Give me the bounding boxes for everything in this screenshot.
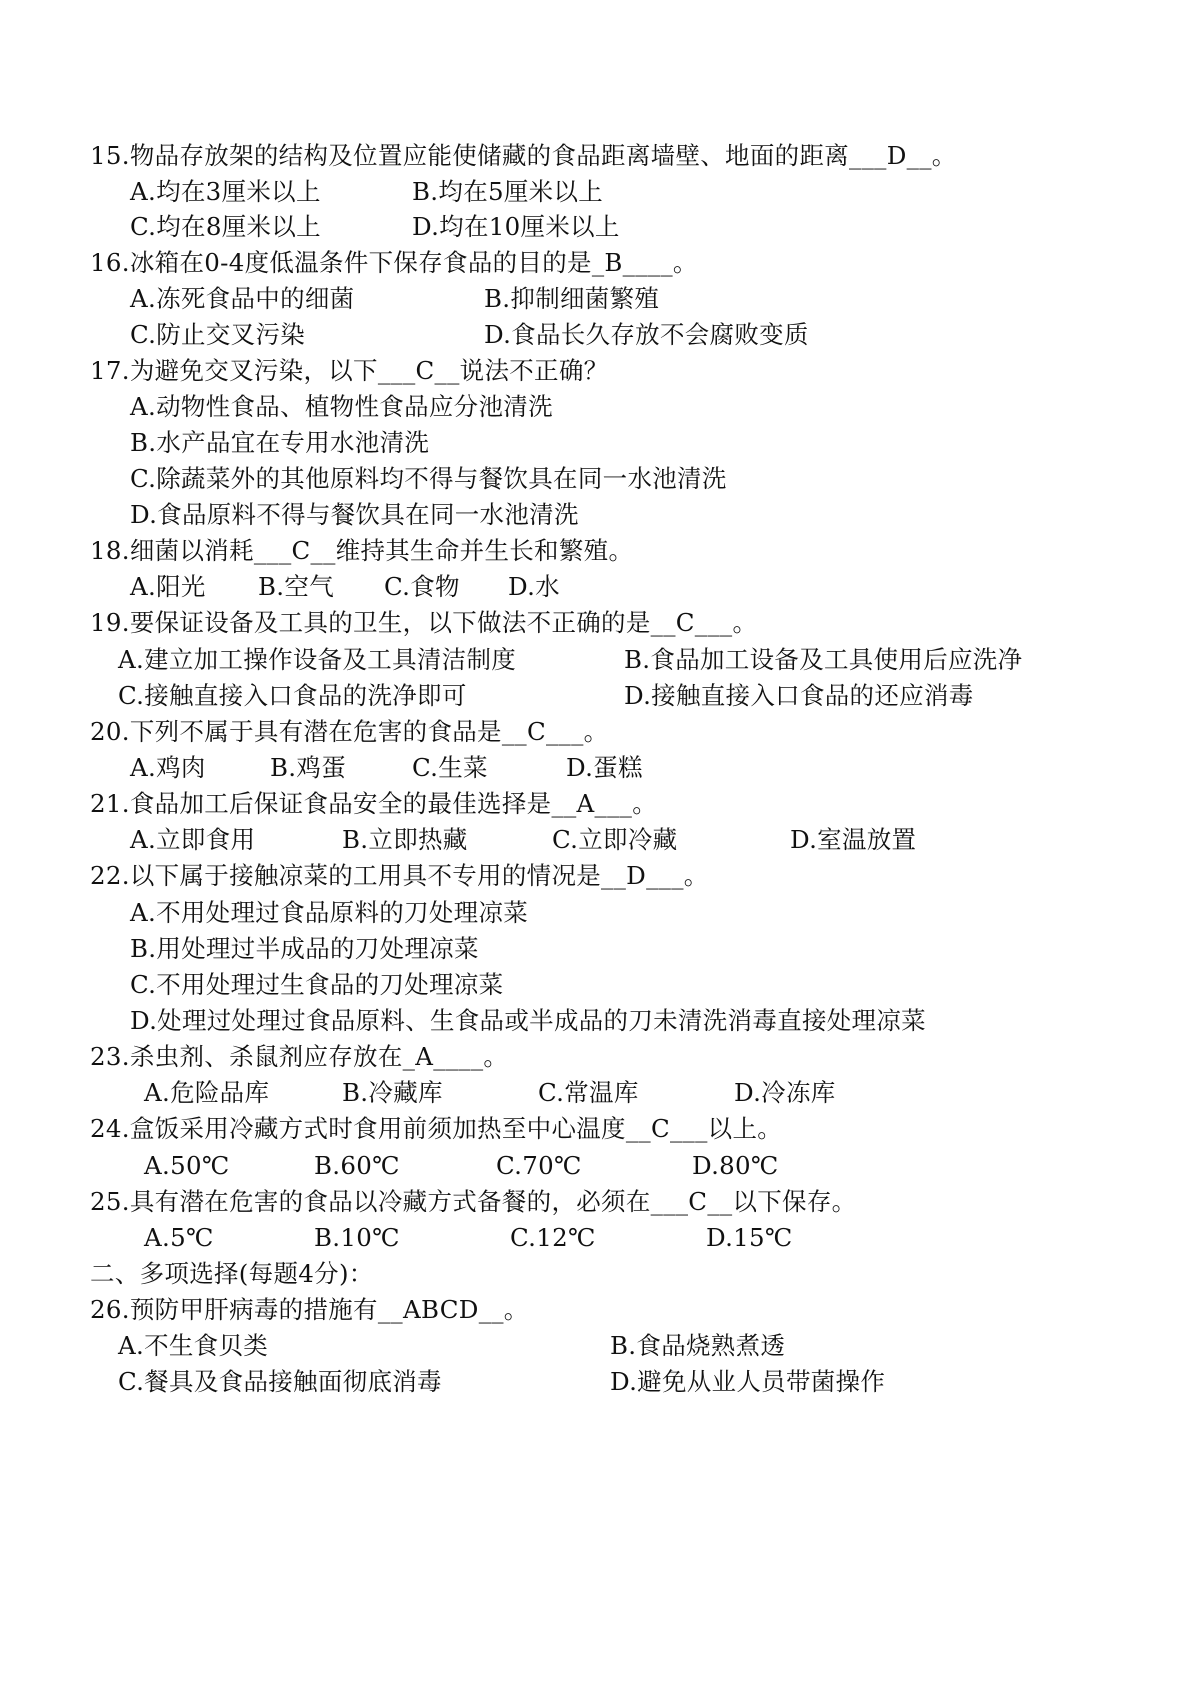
option-d: D.室温放置 (790, 825, 917, 854)
question-stem: 17.为避免交叉污染，以下___C__说法不正确？ (90, 356, 609, 385)
question-stem: 25.具有潜在危害的食品以冷藏方式备餐的，必须在___C__以下保存。 (90, 1187, 857, 1216)
option-b: B.空气 (258, 572, 334, 601)
question-stem: 24.盒饭采用冷藏方式时食用前须加热至中心温度__C___以上。 (90, 1114, 783, 1143)
question-stem: 23.杀虫剂、杀鼠剂应存放在_A____。 (90, 1042, 509, 1071)
option-b: B.鸡蛋 (270, 753, 346, 782)
question-stem: 19.要保证设备及工具的卫生，以下做法不正确的是__C___。 (90, 608, 758, 637)
option-a: A.立即食用 (130, 825, 256, 854)
option-c: C.防止交叉污染 (130, 320, 306, 349)
option-c: C.不用处理过生食品的刀处理凉菜 (130, 970, 504, 999)
option-d: D.80℃ (692, 1151, 779, 1180)
question-stem: 18.细菌以消耗___C__维持其生命并生长和繁殖。 (90, 536, 634, 565)
option-b: B.均在5厘米以上 (412, 177, 604, 206)
option-b: B.立即热藏 (342, 825, 468, 854)
option-a: A.冻死食品中的细菌 (130, 284, 355, 313)
option-a: A.50℃ (144, 1151, 230, 1180)
option-c: C.食物 (384, 572, 460, 601)
option-c: C.立即冷藏 (552, 825, 678, 854)
option-d: D.15℃ (706, 1223, 793, 1252)
option-a: A.不用处理过食品原料的刀处理凉菜 (130, 898, 529, 927)
option-c: C.均在8厘米以上 (130, 212, 321, 241)
option-b: B.抑制细菌繁殖 (484, 284, 660, 313)
option-b: B.用处理过半成品的刀处理凉菜 (130, 934, 479, 963)
option-a: A.5℃ (144, 1223, 214, 1252)
question-stem: 26.预防甲肝病毒的措施有__ABCD__。 (90, 1295, 529, 1324)
option-b: B.冷藏库 (342, 1078, 443, 1107)
option-d: D.接触直接入口食品的还应消毒 (624, 681, 974, 710)
option-d: D.处理过处理过食品原料、生食品或半成品的刀未清洗消毒直接处理凉菜 (130, 1006, 926, 1035)
option-d: D.均在10厘米以上 (412, 212, 620, 241)
option-a: A.危险品库 (144, 1078, 270, 1107)
option-a: A.建立加工操作设备及工具清洁制度 (118, 645, 517, 674)
option-b: B.食品加工设备及工具使用后应洗净 (624, 645, 1023, 674)
option-d: D.蛋糕 (566, 753, 643, 782)
option-c: C.生菜 (412, 753, 488, 782)
option-b: B.水产品宜在专用水池清洗 (130, 428, 430, 457)
option-c: C.餐具及食品接触面彻底消毒 (118, 1367, 442, 1396)
option-d: D.冷冻库 (734, 1078, 836, 1107)
option-c: C.接触直接入口食品的洗净即可 (118, 681, 467, 710)
option-c: C.除蔬菜外的其他原料均不得与餐饮具在同一水池清洗 (130, 464, 727, 493)
option-b: B.食品烧熟煮透 (610, 1331, 786, 1360)
question-stem: 15.物品存放架的结构及位置应能使储藏的食品距离墙壁、地面的距离___D__。 (90, 141, 957, 170)
option-a: A.动物性食品、植物性食品应分池清洗 (130, 392, 553, 421)
option-c: C.70℃ (496, 1151, 582, 1180)
option-c: C.常温库 (538, 1078, 639, 1107)
option-d: D.水 (508, 572, 560, 601)
section-heading: 二、多项选择(每题4分)： (90, 1259, 374, 1288)
option-d: D.避免从业人员带菌操作 (610, 1367, 886, 1396)
question-stem: 20.下列不属于具有潜在危害的食品是__C___。 (90, 717, 609, 746)
option-d: D.食品长久存放不会腐败变质 (484, 320, 809, 349)
option-d: D.食品原料不得与餐饮具在同一水池清洗 (130, 500, 579, 529)
question-stem: 22.以下属于接触凉菜的工用具不专用的情况是__D___。 (90, 861, 709, 890)
option-c: C.12℃ (510, 1223, 596, 1252)
option-a: A.均在3厘米以上 (130, 177, 321, 206)
question-stem: 21.食品加工后保证食品安全的最佳选择是__A___。 (90, 789, 658, 818)
option-b: B.10℃ (314, 1223, 400, 1252)
option-a: A.阳光 (130, 572, 206, 601)
option-b: B.60℃ (314, 1151, 400, 1180)
question-stem: 16.冰箱在0-4度低温条件下保存食品的目的是_B____。 (90, 248, 698, 277)
option-a: A.不生食贝类 (118, 1331, 269, 1360)
option-a: A.鸡肉 (130, 753, 206, 782)
